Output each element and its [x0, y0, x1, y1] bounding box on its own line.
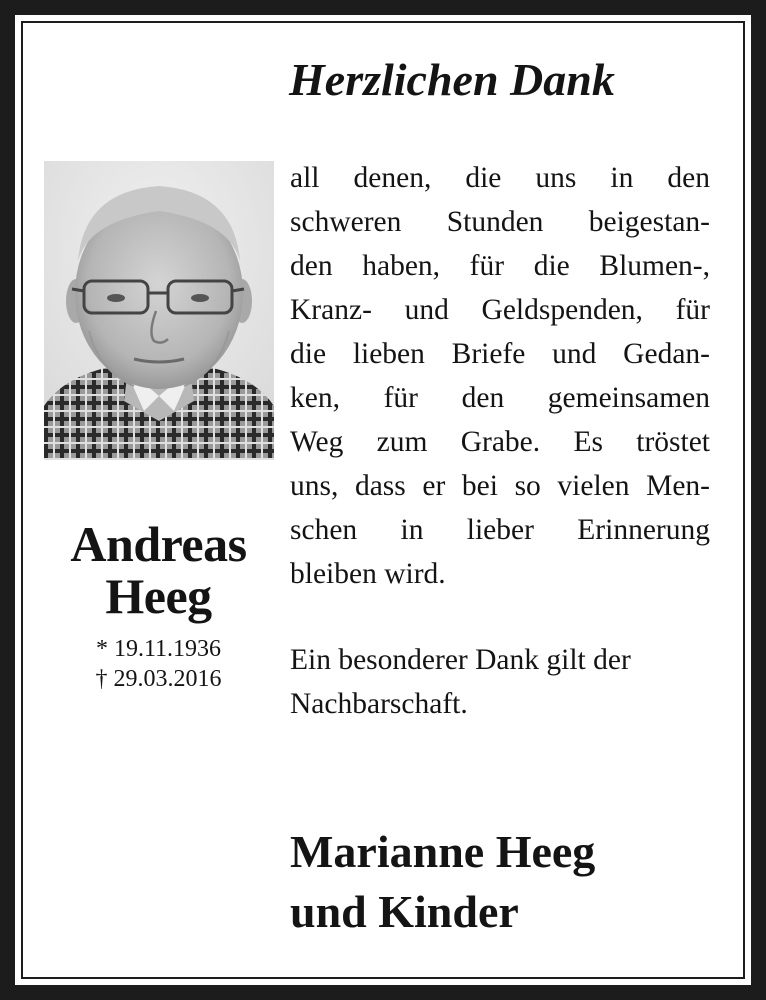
- special-thanks-line: Nachbarschaft.: [290, 688, 468, 720]
- thanks-line: schen in lieber Erinnerung: [290, 514, 710, 546]
- special-thanks: [290, 638, 710, 726]
- death-date: † 29.03.2016: [95, 666, 222, 692]
- deceased-info: [40, 518, 277, 694]
- signature-line: und Kinder: [290, 886, 519, 937]
- special-thanks-line: Ein besonderer Dank gilt der: [290, 644, 631, 676]
- life-dates: [40, 634, 277, 694]
- thanks-line: Weg zum Grabe. Es tröstet: [290, 426, 710, 458]
- thanks-line: bleiben wird.: [290, 558, 446, 590]
- thanks-line: uns, dass er bei so vielen Men-: [290, 470, 710, 502]
- deceased-last-name: Heeg: [105, 568, 212, 624]
- thanks-line: all denen, die uns in den: [290, 162, 710, 194]
- thanks-paragraph: [290, 156, 710, 596]
- signature: [290, 822, 730, 942]
- notice-heading: Herzlichen Dank: [289, 54, 615, 105]
- thanks-line: Kranz- und Geldspenden, für: [290, 294, 710, 326]
- thanks-line: ken, für den gemeinsamen: [290, 382, 710, 414]
- birth-date: * 19.11.1936: [95, 636, 222, 662]
- thanks-line: die lieben Briefe und Gedan-: [290, 338, 710, 370]
- deceased-first-name: Andreas: [70, 516, 247, 572]
- thanks-line: schweren Stunden beigestan-: [290, 206, 710, 238]
- portrait-photo: [44, 161, 274, 460]
- signature-line: Marianne Heeg: [290, 826, 596, 877]
- thanks-line: den haben, für die Blumen-,: [290, 250, 710, 282]
